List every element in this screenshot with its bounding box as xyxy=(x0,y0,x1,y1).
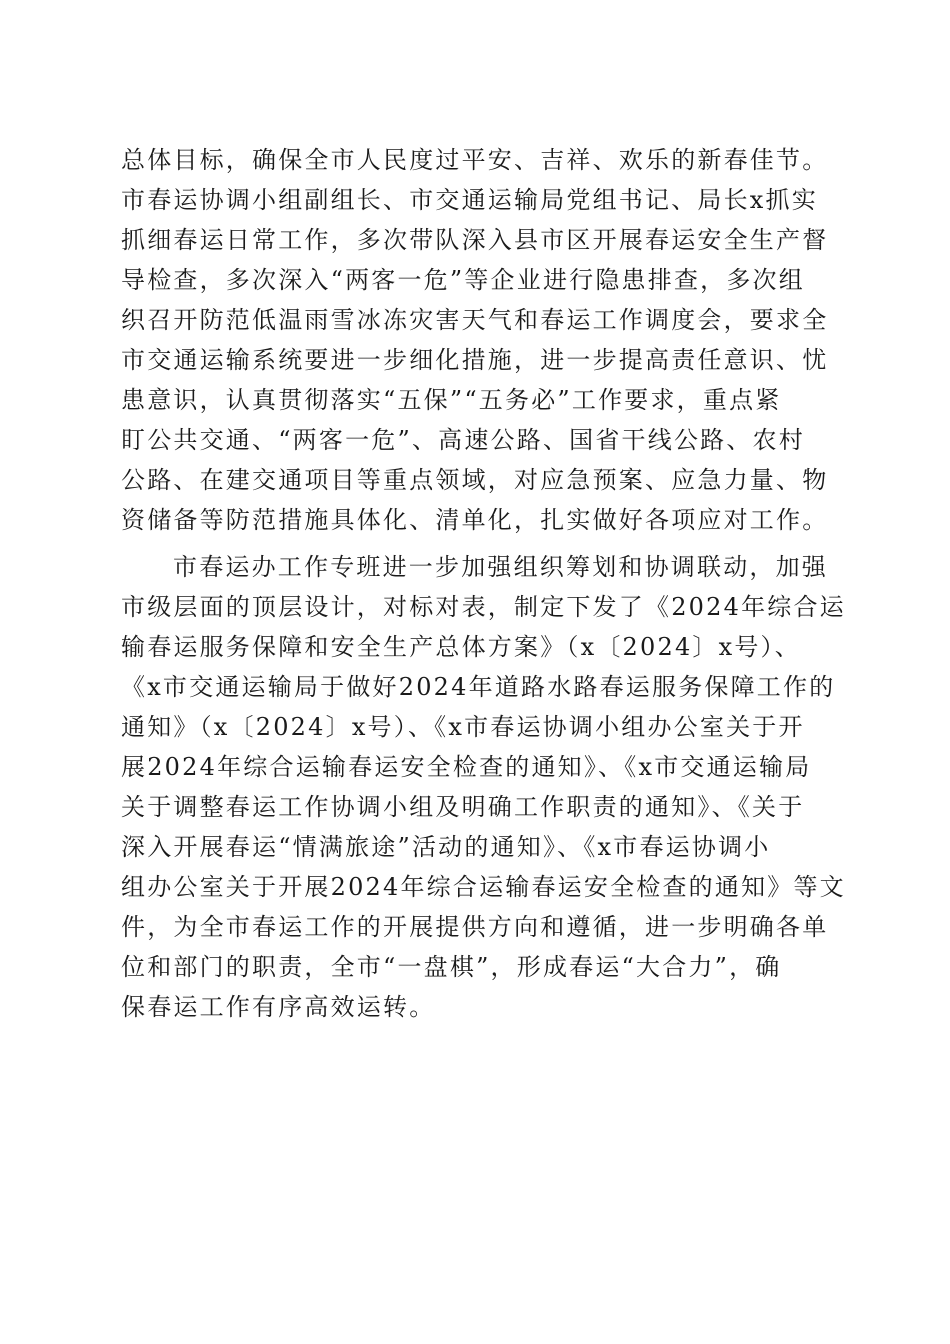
paragraph-1-line-2: 市春运协调小组副组长、市交通运输局党组书记、局长x抓实 xyxy=(121,186,818,214)
paragraph-2-line-10: 件，为全市春运工作的开展提供方向和遵循，进一步明确各单 xyxy=(121,913,829,941)
paragraph-2-line-8: 深入开展春运“情满旅途”活动的通知》、《x市春运协调小 xyxy=(121,833,771,861)
paragraph-2-line-9: 组办公室关于开展2024年综合运输春运安全检查的通知》等文 xyxy=(121,873,846,901)
paragraph-2-line-3: 输春运服务保障和安全生产总体方案》（x〔2024〕x号）、 xyxy=(121,633,801,661)
paragraph-2-line-2: 市级层面的顶层设计，对标对表，制定下发了《2024年综合运 xyxy=(121,593,846,621)
paragraph-1-line-3: 抓细春运日常工作，多次带队深入县市区开展春运安全生产督 xyxy=(121,226,829,254)
paragraph-1-line-7: 患意识，认真贯彻落实“五保”“五务必”工作要求，重点紧 xyxy=(121,386,782,414)
paragraph-2-line-5: 通知》（x〔2024〕x号）、《x市春运协调小组办公室关于开 xyxy=(121,713,805,741)
paragraph-1-line-4: 导检查，多次深入“两客一危”等企业进行隐患排查，多次组 xyxy=(121,266,805,294)
paragraph-2-line-1: 市春运办工作专班进一步加强组织筹划和协调联动，加强 xyxy=(173,553,828,581)
paragraph-2-line-7: 关于调整春运工作协调小组及明确工作职责的通知》、《关于 xyxy=(121,793,805,821)
paragraph-1-line-8: 盯公共交通、“两客一危”、高速公路、国省干线公路、农村 xyxy=(121,426,805,454)
paragraph-1-line-10: 资储备等防范措施具体化、清单化，扎实做好各项应对工作。 xyxy=(121,506,829,534)
paragraph-1-line-1: 总体目标，确保全市人民度过平安、吉祥、欢乐的新春佳节。 xyxy=(121,146,829,174)
paragraph-1-line-9: 公路、在建交通项目等重点领域，对应急预案、应急力量、物 xyxy=(121,466,829,494)
paragraph-1-line-5: 织召开防范低温雨雪冰冻灾害天气和春运工作调度会，要求全 xyxy=(121,306,829,334)
paragraph-2-line-4: 《x市交通运输局于做好2024年道路水路春运服务保障工作的 xyxy=(121,673,836,701)
paragraph-1-line-6: 市交通运输系统要进一步细化措施，进一步提高责任意识、忧 xyxy=(121,346,829,374)
paragraph-2-line-11: 位和部门的职责，全市“一盘棋”，形成春运“大合力”，确 xyxy=(121,953,782,981)
paragraph-2-line-12: 保春运工作有序高效运转。 xyxy=(121,993,436,1021)
paragraph-2-line-6: 展2024年综合运输春运安全检查的通知》、《x市交通运输局 xyxy=(121,753,812,781)
